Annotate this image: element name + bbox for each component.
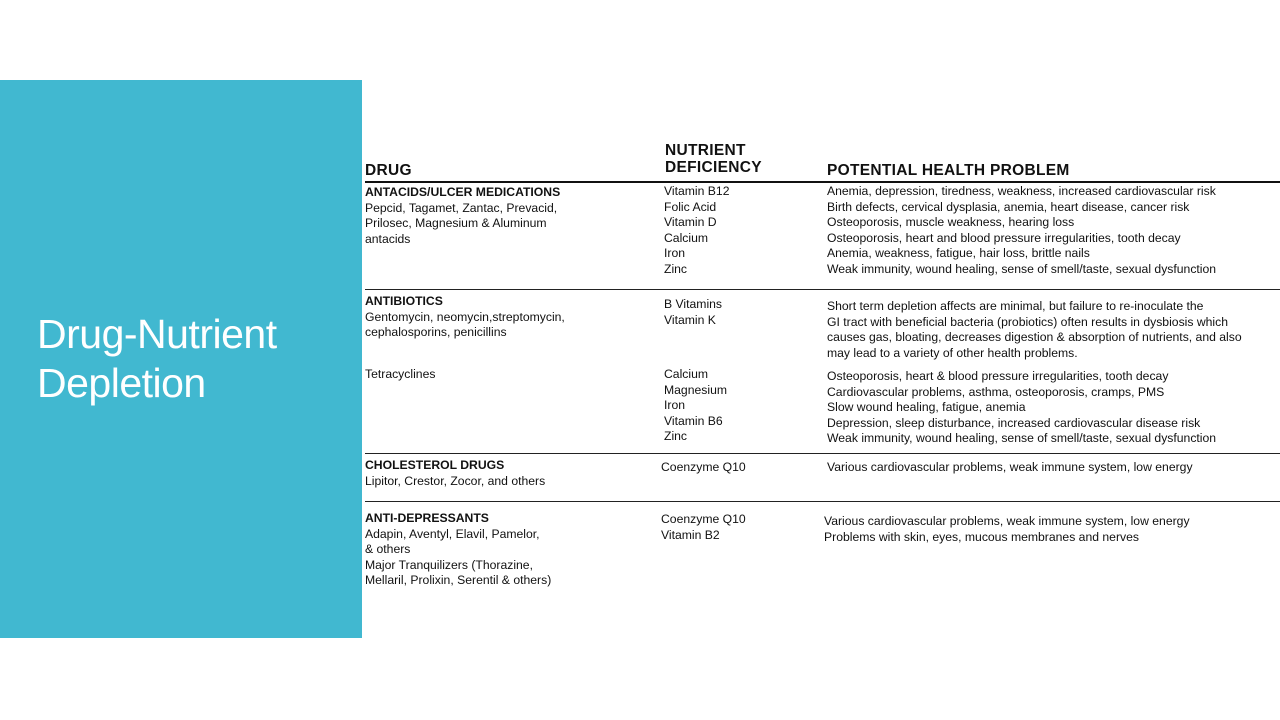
row-rule: [365, 289, 1280, 290]
header-rule: [365, 181, 1280, 183]
problem-cell-antidepressants: Various cardiovascular problems, weak immune system, low energy Problems with skin, eyes, mucous membranes and nerves: [824, 514, 1190, 544]
nutrient-cell-antibiotics: B Vitamins Vitamin K: [664, 297, 723, 327]
drug-cell-antidepressants: ANTI-DEPRESSANTS Adapin, Aventyl, Elavil, Pamelor, & others Major Tranquilizers (Thorazine, Mellaril, Prolixin, Serentil & others): [365, 511, 552, 587]
nutrient-cell-cholesterol: Coenzyme Q10: [661, 460, 746, 474]
problem-cell-tetracyclines: Osteoporosis, heart & blood pressure irregularities, tooth decay Cardiovascular problems, asthma, osteoporosis, cramps, PMS Slow wound healing, fatigue, anemia Depression, sleep disturbance, increased cardiovascular disease risk Weak immunity, wound healing, sense of smell/taste, sexual dysfunction: [827, 369, 1217, 445]
nutrient-cell-antacids: Vitamin B12 Folic Acid Vitamin D Calcium Iron Zinc: [664, 184, 730, 276]
row-rule: [365, 501, 1280, 502]
drug-cell-antibiotics: ANTIBIOTICS Gentomycin, neomycin,streptomycin, cephalosporins, penicillins: [365, 294, 565, 339]
header-potential-health-problem: POTENTIAL HEALTH PROBLEM: [827, 162, 1070, 179]
slide-title: [37, 310, 347, 408]
header-drug: DRUG: [365, 162, 412, 179]
title-panel: [0, 80, 362, 638]
drug-cell-tetracyclines: Tetracyclines: [365, 367, 436, 381]
nutrient-cell-antidepressants: Coenzyme Q10 Vitamin B2: [661, 512, 746, 542]
row-rule: [365, 453, 1280, 454]
problem-cell-antacids: Anemia, depression, tiredness, weakness, increased cardiovascular risk Birth defects, cervical dysplasia, anemia, heart disease, cancer risk Osteoporosis, muscle weakness, hearing loss Osteoporosis, heart and blood pressure irregularities, tooth decay Anemia, weakness, fatigue, hair loss, brittle nails Weak immunity, wound healing, sense of smell/taste, sexual dysfunction: [827, 184, 1217, 276]
problem-cell-antibiotics: Short term depletion affects are minimal, but failure to re-inoculate the GI tract with beneficial bacteria (probiotics) often results in dysbiosis which causes gas, bloating, decreases digestion & absorption of nutrients, and also may lead to a variety of other health problems.: [827, 299, 1242, 360]
slide-title-line-2: Depletion: [37, 360, 206, 406]
header-nutrient-deficiency: NUTRIENT DEFICIENCY: [665, 142, 762, 176]
nutrient-cell-tetracyclines: Calcium Magnesium Iron Vitamin B6 Zinc: [664, 367, 727, 443]
drug-cell-cholesterol: CHOLESTEROL DRUGS Lipitor, Crestor, Zocor, and others: [365, 458, 546, 488]
slide-title-line-1: Drug-Nutrient: [37, 311, 277, 357]
drug-cell-antacids: ANTACIDS/ULCER MEDICATIONS Pepcid, Tagamet, Zantac, Prevacid, Prilosec, Magnesium & Aluminum antacids: [365, 185, 561, 246]
drug-nutrient-table: [362, 80, 1280, 638]
problem-cell-cholesterol: Various cardiovascular problems, weak immune system, low energy: [827, 460, 1193, 474]
